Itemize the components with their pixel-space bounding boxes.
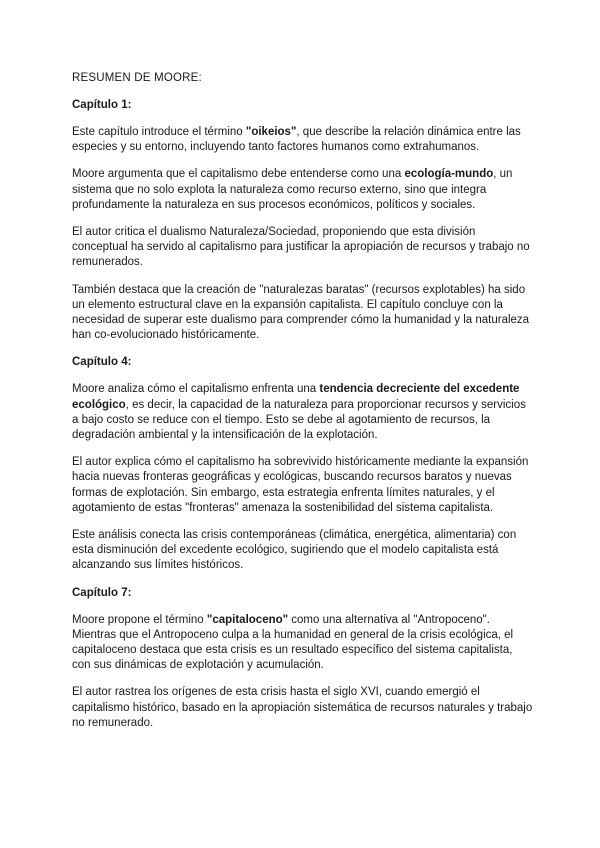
paragraph [72,455,534,516]
paragraph [72,167,534,213]
text-run: El autor explica cómo el capitalismo ha sobrevivido históricamente mediante la expansión hacia nuevas fronteras geográficas y ecológicas, buscando recursos baratos y nuevas formas de explotación. Sin embargo, esta estrategia enfrenta límites naturales, y el agotamiento de estas "fronteras" amenaza la sostenibilidad del sistema capitalista. [72,456,529,514]
chapter-section [72,586,534,731]
text-run: Este capítulo introduce el término [72,126,246,138]
chapter-heading: Capítulo 7: [72,586,132,599]
document-title: RESUMEN DE MOORE: [72,72,202,84]
paragraph [72,382,534,443]
bold-term: ecología-mundo [404,168,494,181]
chapters-container [72,98,534,731]
paragraph [72,225,534,271]
paragraph [72,528,534,574]
chapter-section [72,98,534,343]
bold-term: "capitaloceno" [206,613,289,626]
document-page [72,71,534,743]
paragraph [72,283,534,344]
paragraph [72,125,534,155]
text-run: Moore propone el término [72,613,207,626]
text-run: Moore argumenta que el capitalismo debe entenderse como una [72,168,405,181]
text-run: , es decir, la capacidad de la naturaleza para proporcionar recursos y servicios a bajo costo se reduce con el tiempo. Esto se debe al agotamiento de recursos, la degradación ambiental y la intensificación de la explotación. [72,398,526,442]
text-run: como una alternativa al "Antropoceno". Mientras que el Antropoceno culpa a la humanidad en general de la crisis ecológica, el capitaloceno destaca que esta crisis es un resultado específico del sistema capitalista, con sus dinámicas de explotación y acumulación. [72,613,514,672]
text-run: Este análisis conecta las crisis contemporáneas (climática, energética, alimentaria) con esta disminución del excedente ecológico, sugiriendo que el modelo capitalista está alcanzando sus límites históricos. [72,529,517,572]
text-run: El autor critica el dualismo Naturaleza/Sociedad, proponiendo que esta división conceptual ha servido al capitalismo para justificar la apropiación de recursos y trabajo no remunerados. [72,226,530,269]
text-run: Moore analiza cómo el capitalismo enfrenta una [72,383,320,396]
chapter-heading: Capítulo 1: [72,99,132,111]
paragraph [72,613,534,674]
bold-term: "oikeios" [245,126,297,138]
chapter-section [72,355,534,573]
paragraph [72,685,534,731]
text-run: , que describe la relación dinámica entre las especies y su entorno, incluyendo tanto factores humanos como extrahumanos. [72,126,521,154]
chapter-heading: Capítulo 4: [72,356,132,369]
text-run: , un sistema que no solo explota la naturaleza como recurso externo, sino que integra profundamente la naturaleza en sus procesos económicos, políticos y sociales. [72,168,513,211]
text-run: El autor rastrea los orígenes de esta crisis hasta el siglo XVI, cuando emergió el capitalismo histórico, basado en la apropiación sistemática de recursos naturales y trabajo no remunerado. [72,686,533,729]
bold-term: tendencia decreciente del excedente ecológico [72,383,520,411]
text-run: También destaca que la creación de "naturalezas baratas" (recursos explotables) ha sido un elemento estructural clave en la expansión capitalista. El capítulo concluye con la necesidad de superar este dualismo para comprender cómo la humanidad y la naturaleza han co-evolucionado históricamente. [72,283,530,342]
